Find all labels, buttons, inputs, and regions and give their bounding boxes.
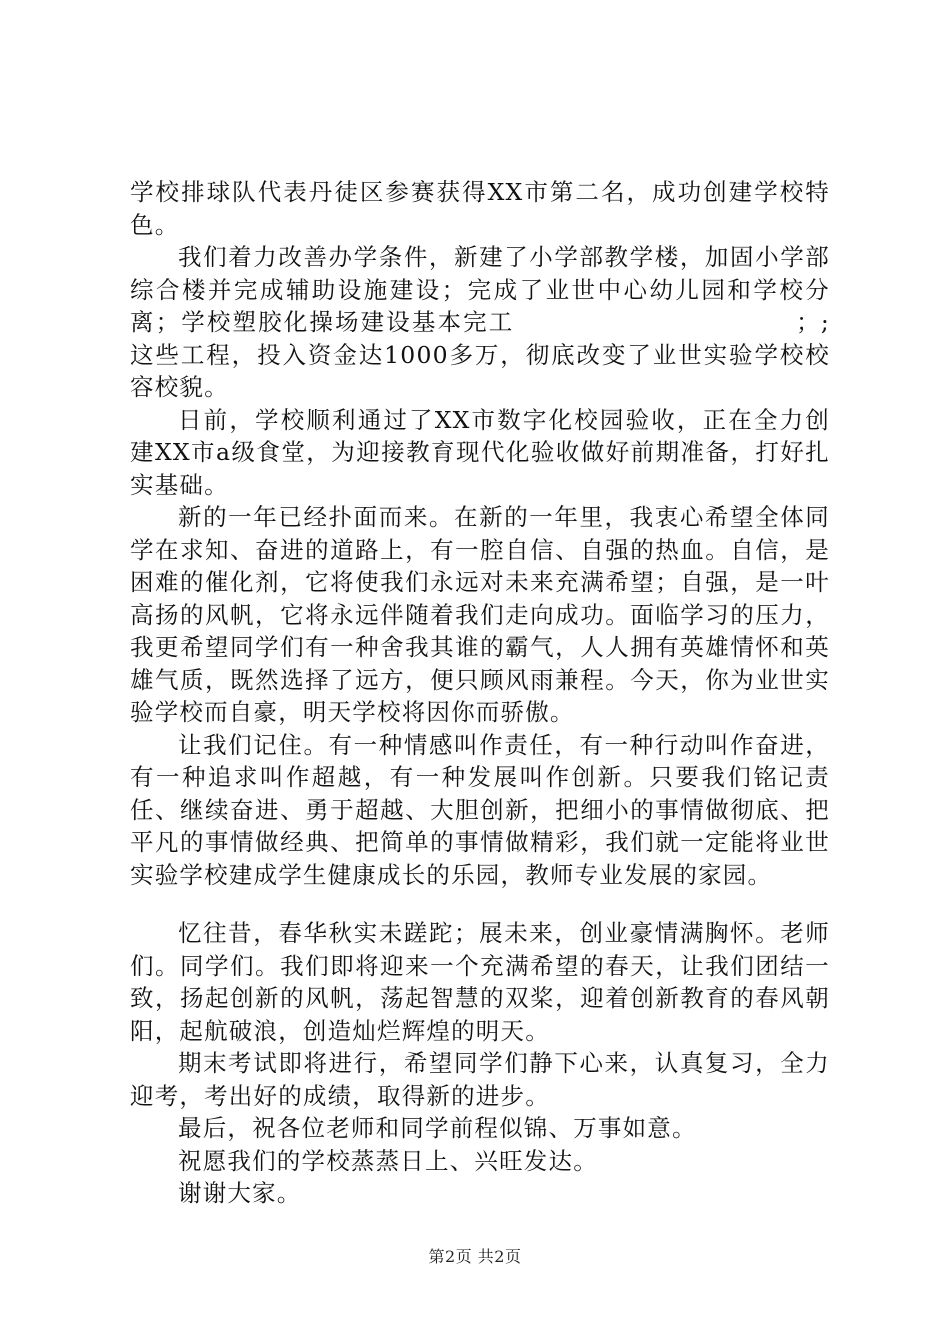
paragraph-volleyball-achievement: 学校排球队代表丹徒区参赛获得XX市第二名，成功创建学校特色。 xyxy=(130,178,830,239)
document-body xyxy=(130,176,830,1210)
paragraph-new-year-hopes: 新的一年已经扑面而来。在新的一年里，我衷心希望全体同学在求知、奋进的道路上，有一腔自信、自强的热血。自信，是困难的催化剂，它将使我们永远对未来充满希望；自强，是一叶高扬的风帆，它将永远伴随着我们走向成功。面临学习的压力，我更希望同学们有一种舍我其谁的霸气，人人拥有英雄情怀和英雄气质，既然选择了远方，便只顾风雨兼程。今天，你为业世实验学校而自豪，明天学校将因你而骄傲。 xyxy=(130,503,830,726)
paragraph-school-prosper: 祝愿我们的学校蒸蒸日上、兴旺发达。 xyxy=(178,1146,598,1175)
paragraph-digital-campus: 日前，学校顺利通过了XX市数字化校园验收，正在全力创建XX市a级食堂，为迎接教育现代化验收做好前期准备，打好扎实基础。 xyxy=(130,405,830,499)
paragraph-gap xyxy=(130,891,830,917)
paragraph-look-back-forward: 忆往昔，春华秋实未蹉跎；展未来，创业豪情满胸怀。老师们。同学们。我们即将迎来一个充满希望的春天，让我们团结一致，扬起创新的风帆，荡起智慧的双桨，迎着创新教育的春风朝阳，起航破浪，创造灿烂辉煌的明天。 xyxy=(130,919,830,1045)
paragraph-thanks: 谢谢大家。 xyxy=(178,1179,302,1207)
paragraph-final-exams: 期末考试即将进行，希望同学们静下心来，认真复习，全力迎考，考出好的成绩，取得新的进步。 xyxy=(130,1049,830,1110)
paragraph-facility-improvement: 我们着力改善办学条件，新建了小学部教学楼，加固小学部综合楼并完成辅助设施建设；完成了业世中心幼儿园和学校分离；学校塑胶化操场建设基本完工 ；;这些工程，投入资金达1000多万，彻底改变了业世实验学校校容校貌。 xyxy=(130,243,830,401)
paragraph-remember-responsibility: 让我们记住。有一种情感叫作责任，有一种行动叫作奋进，有一种追求叫作超越，有一种发展叫作创新。只要我们铭记责任、继续奋进、勇于超越、大胆创新，把细小的事情做彻底、把平凡的事情做经典、把简单的事情做精彩，我们就一定能将业世实验学校建成学生健康成长的乐园，教师专业发展的家园。 xyxy=(130,730,830,889)
paragraph-best-wishes: 最后，祝各位老师和同学前程似锦、万事如意。 xyxy=(178,1114,697,1142)
page-footer: 第2页 共2页 xyxy=(428,1247,522,1266)
